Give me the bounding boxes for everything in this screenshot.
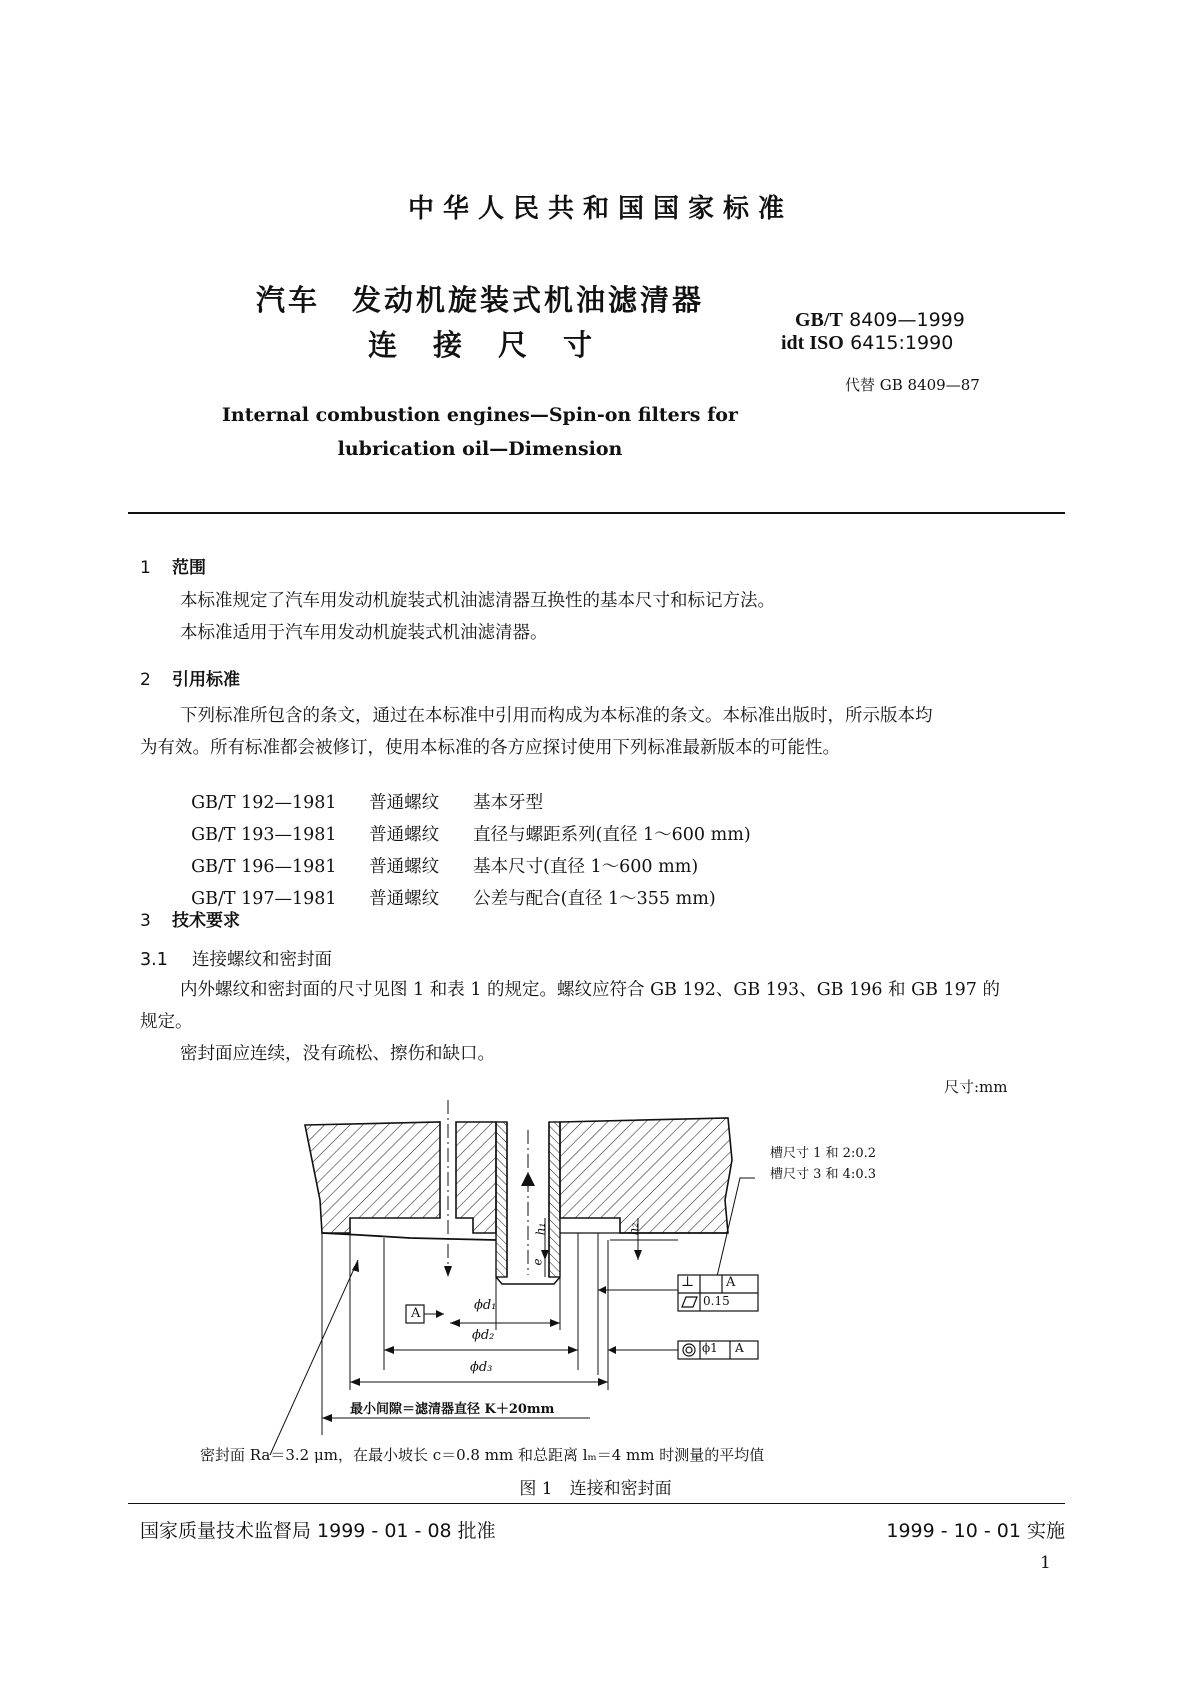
groove-note-1: 槽尺寸 1 和 2:0.2: [770, 1146, 876, 1161]
replaces-note: 代替 GB 8409—87: [845, 376, 980, 394]
ref-name: 公差与配合(直径 1～355 mm): [473, 889, 716, 909]
label-h2: h₂: [626, 1222, 641, 1236]
tolerance-frame-coaxiality: [678, 1341, 758, 1359]
section-2-para-1b: 为有效。所有标准都会被修订，使用本标准的各方应探讨使用下列标准最新版本的可能性。: [140, 738, 840, 758]
section-1-title: 范围: [172, 558, 206, 578]
label-e: e: [530, 1258, 545, 1266]
label-d3: ϕd₃: [470, 1360, 493, 1375]
section-2-title: 引用标准: [172, 670, 240, 690]
reference-row: [180, 865, 716, 910]
min-clearance-label: 最小间隙＝滤清器直径 K＋20mm: [350, 1402, 555, 1417]
label-d2: ϕd₂: [472, 1328, 495, 1343]
section-1-number: 1: [140, 558, 151, 578]
section-1-para-1: 本标准规定了汽车用发动机旋装式机油滤清器互换性的基本尺寸和标记方法。: [180, 591, 775, 611]
section-3-para-1a: 内外螺纹和密封面的尺寸见图 1 和表 1 的规定。螺纹应符合 GB 192、GB 193、GB 196 和 GB 197 的: [180, 980, 1000, 1000]
engine-block: [305, 1118, 732, 1233]
ref-code: GB/T 192—1981: [191, 793, 337, 813]
ref-code: GB/T 193—1981: [191, 825, 337, 845]
std-number: 8409—1999: [849, 309, 965, 331]
ref-code: GB/T 196—1981: [191, 857, 337, 877]
ref-name: 基本牙型: [473, 793, 544, 813]
label-h1: h₁: [533, 1222, 548, 1236]
coaxiality-value: ϕ1: [702, 1341, 718, 1355]
ref-group: 普通螺纹: [369, 793, 440, 813]
section-2-number: 2: [140, 670, 151, 690]
ref-group: 普通螺纹: [369, 825, 440, 845]
tol-datum-a-2: A: [735, 1341, 744, 1355]
standard-number: [795, 307, 965, 332]
figure-note: 密封面 Ra＝3.2 μm，在最小坡长 c＝0.8 mm 和总距离 lₘ＝4 mm 时测量的平均值: [200, 1446, 765, 1464]
standard-title-line2: 连接尺寸: [367, 328, 628, 362]
page-number: 1: [1040, 1553, 1051, 1573]
label-d1: ϕd₁: [474, 1298, 497, 1313]
section-3-para-1b: 规定。: [140, 1012, 193, 1032]
subsection-title: 连接螺纹和密封面: [192, 950, 332, 970]
english-title-line1: Internal combustion engines—Spin-on filters for: [222, 404, 738, 426]
groove-note-2: 槽尺寸 3 和 4:0.3: [770, 1167, 876, 1182]
std-prefix: GB/T: [795, 309, 843, 331]
section-1-heading: [140, 553, 206, 578]
national-standard-header: 中华人民共和国国家标准: [407, 194, 793, 224]
section-1-para-2: 本标准适用于汽车用发动机旋装式机油滤清器。: [180, 623, 548, 643]
ref-group: 普通螺纹: [369, 857, 440, 877]
section-3-para-2: 密封面应连续，没有疏松、擦伤和缺口。: [180, 1044, 495, 1064]
perpendicular-symbol: ⊥: [681, 1274, 695, 1290]
section-2-para-1a: 下列标准所包含的条文，通过在本标准中引用而构成为本标准的条文。本标准出版时，所示版本均: [180, 706, 933, 726]
section-3-title: 技术要求: [172, 911, 240, 931]
approval-note: 国家质量技术监督局 1999 - 01 - 08 批准: [140, 1520, 496, 1542]
section-3-heading: [140, 906, 240, 931]
subsection-3-1-heading: [140, 946, 332, 971]
ref-name: 基本尺寸(直径 1～600 mm): [473, 857, 699, 877]
figure-caption: 图 1 连接和密封面: [519, 1479, 672, 1499]
ref-name: 直径与螺距系列(直径 1～600 mm): [473, 825, 751, 845]
section-2-heading: [140, 665, 240, 690]
flow-arrow-icon: [521, 1172, 535, 1186]
standard-title-line1: 汽车 发动机旋装式机油滤清器: [255, 283, 704, 317]
idt-value: 6415:1990: [850, 332, 954, 354]
unit-label: 尺寸:mm: [944, 1078, 1008, 1096]
english-title-line2: lubrication oil—Dimension: [337, 438, 623, 460]
ref-code: GB/T 197—1981: [191, 889, 337, 909]
header-rule: [128, 512, 1065, 514]
idt-number: [781, 330, 953, 355]
footer-rule: [128, 1503, 1065, 1504]
ref-group: 普通螺纹: [369, 889, 440, 909]
datum-a-label: A: [411, 1306, 421, 1321]
subsection-number: 3.1: [140, 950, 168, 970]
tol-datum-a-1: A: [726, 1275, 736, 1290]
idt-prefix: idt ISO: [781, 332, 844, 354]
flatness-value: 0.15: [703, 1294, 730, 1308]
section-3-number: 3: [140, 911, 151, 931]
implementation-date: 1999 - 10 - 01 实施: [886, 1520, 1065, 1542]
